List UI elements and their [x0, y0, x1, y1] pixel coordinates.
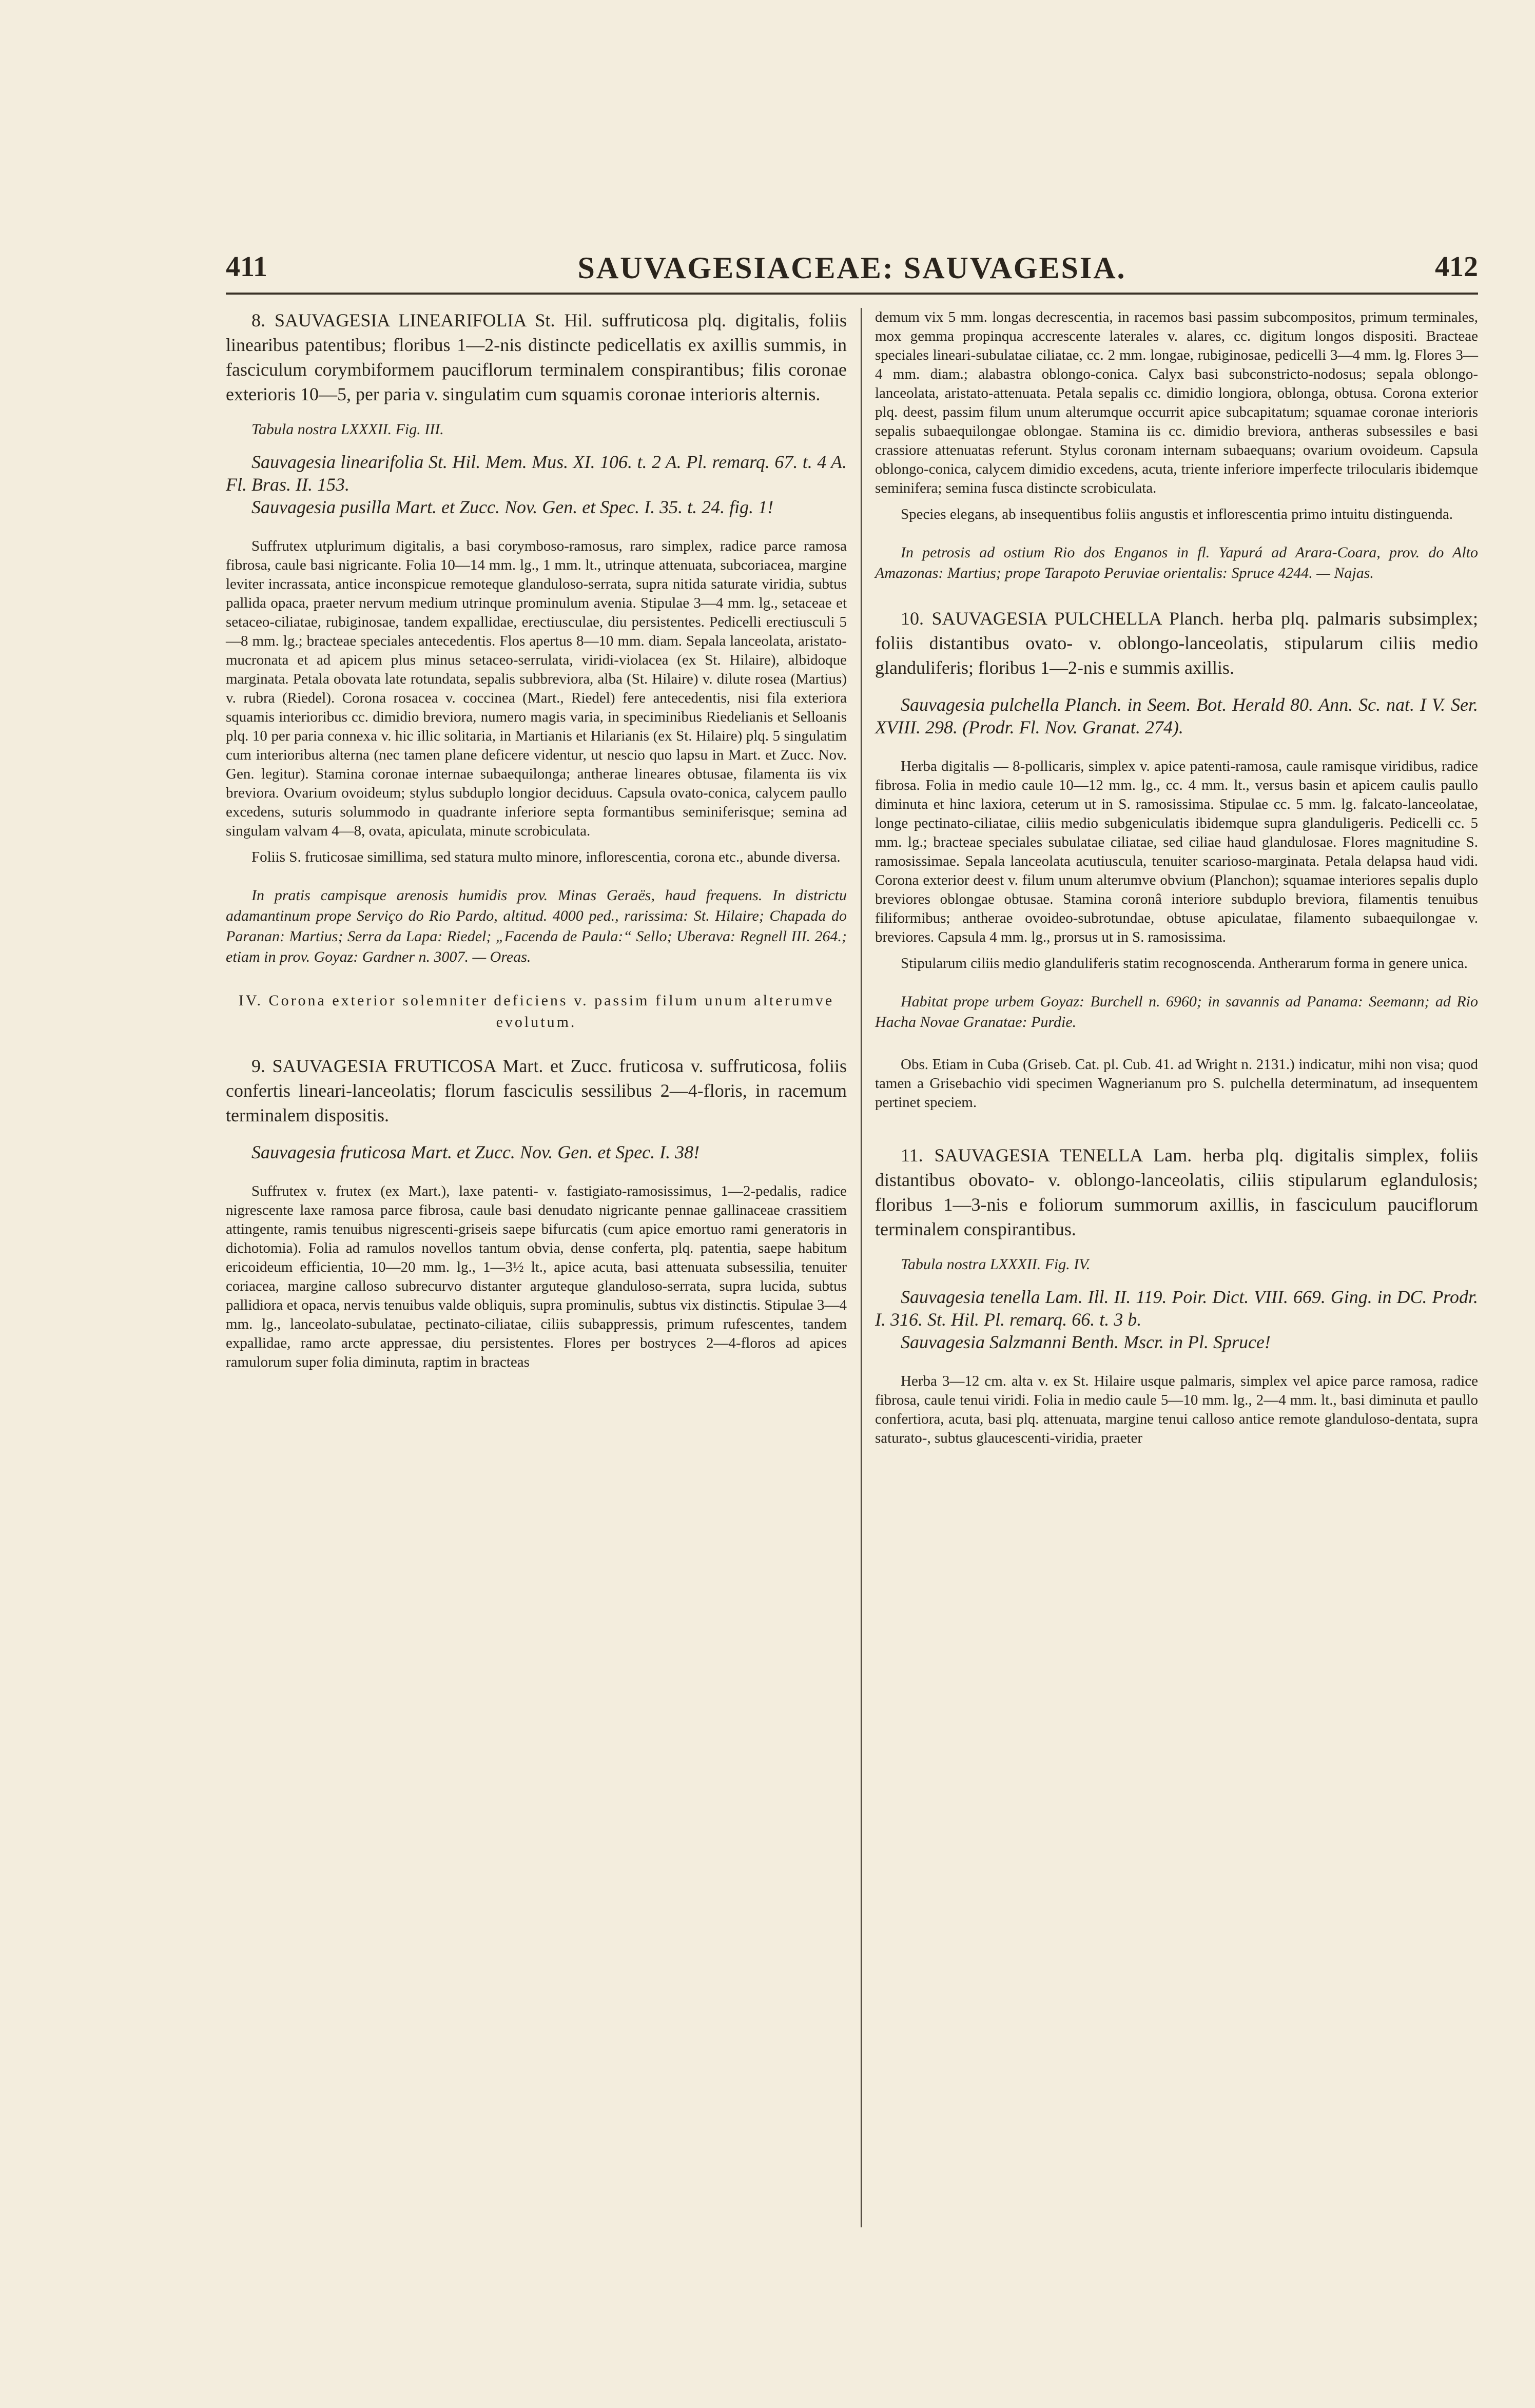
- species-11-synonym-2: Sauvagesia Salzmanni Benth. Mscr. in Pl. Spruce!: [901, 1332, 1271, 1352]
- species-8-synonyms: [226, 451, 847, 518]
- species-10-habitat: Habitat prope urbem Goyaz: Burchell n. 6960; in savannis ad Panama: Seemann; ad Rio Hacha Novae Granatae: Purdie.: [875, 993, 1478, 1031]
- species-9-description-continued: demum vix 5 mm. longas decrescentia, in racemos basi passim subcompositos, primum terminales, mox gemma propinqua accrescente laterales v. alares, cc. digitum longos dispositi. Bracteae speciales lineari-subulatae ciliatae, cc. 2 mm. longae, rubiginosae, pedicelli 3—4 mm. lg. Flores 3—4 mm. diam.; alabastra oblongo-conica. Calyx basi subconstricto-nodosus; sepala oblongo-lanceolata, aristato-attenuata. Petala sepalis cc. dimidio longiora, oblonga, obtusa. Corona exterior plq. deest, passim filum unum alterumque occurrit apice subcapitatum; squamae coronae interioris sepalis subaequilongae oblongae. Stamina iis cc. dimidio breviora, antheras subsessiles e basi crassiore attenuatas referunt. Stylus coronam internam subaequans; ovarium ovoideum. Capsula oblongo-conica, calycem dimidio excedens, acuta, triente inferiore imperfecte trilocularis ibidemque seminifera; semina fusca distincte scrobiculata.: [875, 309, 1478, 496]
- species-8-synonym-2: Sauvagesia pusilla Mart. et Zucc. Nov. Gen. et Spec. I. 35. t. 24. fig. 1!: [251, 497, 774, 517]
- species-11-synonym-1: Sauvagesia tenella Lam. Ill. II. 119. Poir. Dict. VIII. 669. Ging. in DC. Prodr. I. 316. St. Hil. Pl. remarq. 66. t. 3 b.: [875, 1287, 1478, 1330]
- left-column: [226, 308, 847, 1379]
- species-11-plate-ref: Tabula nostra LXXXII. Fig. IV.: [901, 1256, 1091, 1273]
- species-8-synonym-1: Sauvagesia linearifolia St. Hil. Mem. Mus. XI. 106. t. 2 A. Pl. remarq. 67. t. 4 A. Fl. Bras. II. 153.: [226, 452, 847, 495]
- species-10-synonym: Sauvagesia pulchella Planch. in Seem. Bot. Herald 80. Ann. Sc. nat. I V. Ser. XVIII. 298. (Prodr. Fl. Nov. Granat. 274).: [875, 694, 1478, 737]
- species-10-diagnosis: 10. SAUVAGESIA PULCHELLA Planch. herba plq. palmaris subsimplex; foliis distantibus ovato- v. oblongo-lanceolatis, stipularum ciliis medio glanduliferis; floribus 1—2-nis e summis axillis.: [875, 608, 1478, 678]
- species-10-observation: Obs. Etiam in Cuba (Griseb. Cat. pl. Cub. 41. ad Wright n. 2131.) indicatur, mihi non visa; quod tamen a Grisebachio vidi specimen Wagnerianum pro S. pulchella determinatum, ad insequentem pertinet speciem.: [875, 1056, 1478, 1111]
- species-8-plate-ref: Tabula nostra LXXXII. Fig. III.: [251, 421, 444, 438]
- page-number-right: 412: [1435, 251, 1478, 283]
- species-10-description: Herba digitalis — 8-pollicaris, simplex v. apice patenti-ramosa, caule ramisque viridibus, radice fibrosa. Folia in medio caule 10—12 mm. lg., cc. 4 mm. lt., versus basin et apicem caulis paullo diminuta et hinc laxiora, ceterum ut in S. ramosissima. Stipulae cc. 5 mm. lg. falcato-lanceolatae, longe pectinato-ciliatae, ciliis medio subgeniculatis ibidemque supra glanduligeris. Pedicelli cc. 5 mm. lg.; bracteae speciales subulatae ciliatae, sed ciliae haud glandulosae. Flores magnitudine S. ramosissimae. Sepala lanceolata acutiuscula, tenuiter scarioso-marginata. Petala delapsa haud vidi. Corona exterior deest v. filum unum alterumve obvium (Planchon); squamae interiores sepalis duplo breviores oblongae obtusae. Stamina coronâ interiore subduplo breviora, filamentis tenuibus filiformibus; antherae ovoideo-subrotundae, obtuse apiculatae, filamento subaequilongae v. breviores. Capsula 4 mm. lg., prorsus ut in S. ramosissima.: [875, 758, 1478, 945]
- column-divider: [861, 308, 862, 2227]
- running-header: [226, 250, 1478, 287]
- running-title: SAUVAGESIACEAE: SAUVAGESIA.: [577, 251, 1126, 285]
- page-number-left: 411: [226, 251, 267, 283]
- species-11-synonyms: [875, 1286, 1478, 1353]
- species-11-description: Herba 3—12 cm. alta v. ex St. Hilaire usque palmaris, simplex vel apice parce ramosa, radice fibrosa, caule tenui viridi. Folia in medio caule 5—10 mm. lg., 2—4 mm. lt., basi diminuta et paullo confertiora, acuta, basi plq. attenuata, margine tenui calloso antice remote glanduloso-dentata, supra saturato-, subtus glaucescenti-viridia, praeter: [875, 1373, 1478, 1446]
- species-8-diagnosis: 8. SAUVAGESIA LINEARIFOLIA St. Hil. suffruticosa plq. digitalis, foliis linearibus patentibus; floribus 1—2-nis distincte pedicellatis ex axillis summis, in fasciculum corymbiformem pauciflorum terminalem conspirantibus; filis coronae exterioris 10—5, per paria v. singulatim cum squamis coronae interioris alternis.: [226, 310, 847, 404]
- species-8-note: Foliis S. fruticosae simillima, sed statura multo minore, inflorescentia, corona etc., abunde diversa.: [251, 849, 841, 865]
- species-11-diagnosis: 11. SAUVAGESIA TENELLA Lam. herba plq. digitalis simplex, foliis distantibus obovato- v. oblongo-lanceolatis, ciliis stipularum eglandulosis; floribus 1—3-nis e foliorum summorum axillis, in fasciculum pauciflorum terminalem conspirantibus.: [875, 1145, 1478, 1239]
- species-8-habitat: In pratis campisque arenosis humidis prov. Minas Geraës, haud frequens. In districtu adamantinum prope Serviço do Rio Pardo, altitud. 4000 ped., rarissima: St. Hilaire; Chapada do Paranan: Martius; Serra da Lapa: Riedel; „Facenda de Paula:“ Sello; Uberava: Regnell III. 264.; etiam in prov. Goyaz: Gardner n. 3007. — Oreas.: [226, 887, 847, 965]
- species-9-habitat: In petrosis ad ostium Rio dos Enganos in fl. Yapurá ad Arara-Coara, prov. do Alto Amazonas: Martius; prope Tarapoto Peruviae orientalis: Spruce 4244. — Najas.: [875, 544, 1478, 581]
- species-9-description: Suffrutex v. frutex (ex Mart.), laxe patenti- v. fastigiato-ramosissimus, 1—2-pedalis, radice nigrescente laxe ramosa parce fibrosa, caule basi denudato nigricante pennae gallinaceae crassitiem attingente, ramis tenuibus nigrescenti-griseis saepe bifurcatis (cum apice emortuo rami generatoris in dichotomia). Folia ad ramulos novellos tantum obvia, dense conferta, plq. patentia, saepe habitum ericoideum efficientia, 10—20 mm. lg., 1—3½ lt., apice acuta, basi attenuata subsessilia, tenuiter coriacea, margine calloso subrecurvo distanter arguteque glanduloso-serrata, supra lucida, subtus pallidiora et opaca, nervis tenuibus valde obliquis, supra prominulis, subtus vix distinctis. Stipulae 3—4 mm. lg., lanceolato-subulatae, pectinato-ciliatae, ciliis subappressis, primum rufescentes, tandem expallidae, ramo arcte appressae, diu persistentes. Flores per bostryces 2—4-floros ad apices ramulorum super folia diminuta, raptim in bracteas: [226, 1183, 847, 1370]
- right-column: [875, 308, 1478, 1455]
- species-8-description: Suffrutex utplurimum digitalis, a basi corymboso-ramosus, raro simplex, radice parce ramosa fibrosa, caule basi nigricante. Folia 10—14 mm. lg., 1 mm. lt., utrinque attenuata, subcoriacea, margine leviter incrassata, antice inconspicue remoteque glanduloso-serrata, supra nitida saturate viridia, subtus pallida opaca, praeter nervum medium utrinque prominulum avenia. Stipulae 3—4 mm. lg., setaceae et setaceo-ciliatae, rubiginosae, tandem expallidae, erectiusculae, diu persistentes. Pedicelli erectiusculi 5—8 mm. lg.; bracteae speciales antecedentis. Flos apertus 8—10 mm. diam. Sepala lanceolata, aristato-mucronata et ad apicem plus minus setaceo-serrulata, viridi-violacea (ex St. Hilaire), albidoque marginata. Petala obovata late rotundata, sepalis subbreviora, alba (St. Hilaire) v. dilute rosea (Martius) v. rubra (Riedel). Corona rosacea v. coccinea (Mart., Riedel) fere antecedentis, nisi fila exteriora squamis interioribus cc. dimidio breviora, numero magis varia, in speciminibus Riedelianis et Selloanis plq. 10 per paria connexa v. hic illic solitaria, in Martianis et Hilarianis (ex St. Hilaire) plq. 5 singulatim cum interioribus alterna (nec tamen plane deficere videntur, ut nescio quo lapsu in Mart. et Zucc. Nov. Gen. legitur). Stamina coronae internae subaequilonga; antherae lineares obtusae, filamenta iis vix breviora. Ovarium ovoideum; stylus subduplo longior deciduus. Capsula ovato-conica, calycem paullo excedens, suturis solummodo in quadrante inferiore septa formantibus seminiferisque; semina ad singulam valvam 4—8, ovata, apiculata, minute scrobiculata.: [226, 538, 847, 839]
- species-9-synonyms: [226, 1141, 847, 1163]
- species-9-note: Species elegans, ab insequentibus foliis angustis et inflorescentia primo intuitu distinguenda.: [901, 506, 1453, 522]
- header-rule: [226, 293, 1478, 295]
- species-10-note: Stipularum ciliis medio glanduliferis statim recognoscenda. Antherarum forma in genere unica.: [901, 955, 1468, 972]
- species-9-diagnosis: 9. SAUVAGESIA FRUTICOSA Mart. et Zucc. fruticosa v. suffruticosa, foliis confertis lineari-lanceolatis; florum fasciculis sessilibus 2—4-floris, in racemum terminalem dispositis.: [226, 1056, 847, 1125]
- species-9-synonym: Sauvagesia fruticosa Mart. et Zucc. Nov. Gen. et Spec. I. 38!: [251, 1142, 700, 1162]
- species-10-synonyms: [875, 693, 1478, 739]
- section-iv-heading: IV. Corona exterior solemniter deficiens v. passim filum unum alterumve evolutum.: [238, 992, 834, 1031]
